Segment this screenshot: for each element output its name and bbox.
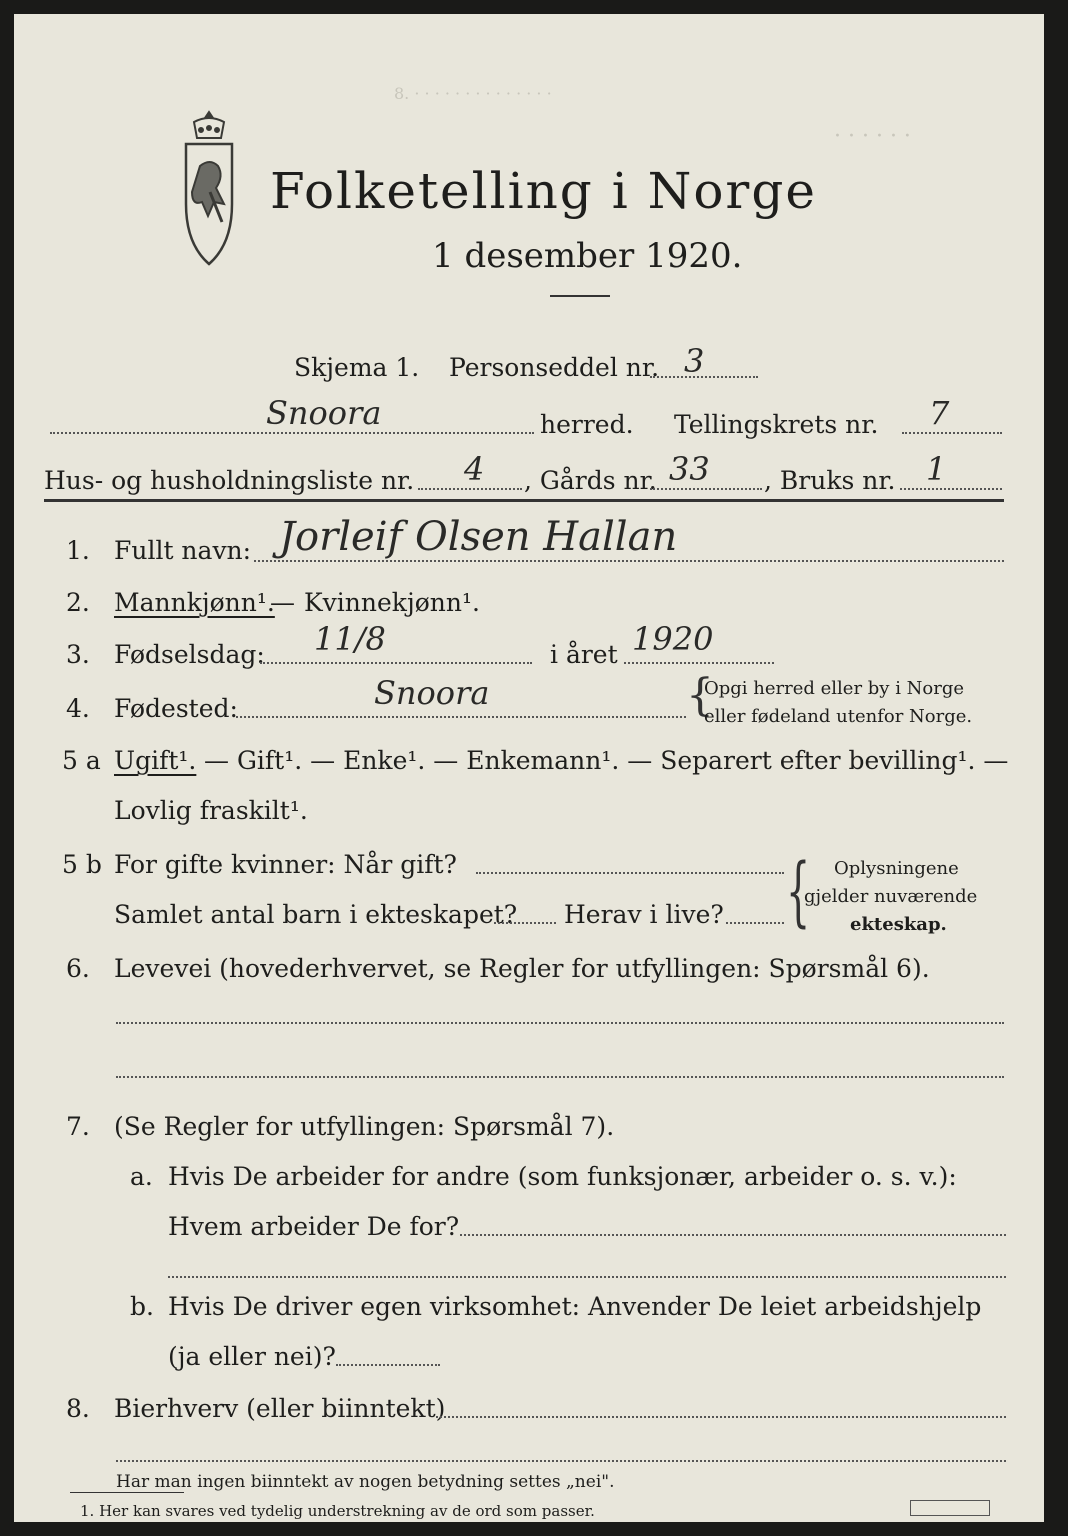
q7b-text: Hvis De driver egen virksomhet: Anvender De leiet arbeidshjelp xyxy=(168,1292,982,1321)
bruks-line xyxy=(900,488,1002,490)
gards-label: , Gårds nr. xyxy=(524,466,657,495)
full-name-line xyxy=(254,560,1004,562)
birthplace-note-1: Opgi herred eller by i Norge xyxy=(704,678,965,699)
q7a-text: Hvis De arbeider for andre (som funksjonær, arbeider o. s. v.): xyxy=(168,1162,957,1191)
children-total-label: Samlet antal barn i ekteskapet? xyxy=(114,900,518,929)
hus-line xyxy=(418,488,522,490)
footer-note: Har man ingen biinntekt av nogen betydning settes „nei". xyxy=(116,1472,615,1492)
children-alive-label: Herav i live? xyxy=(564,900,724,929)
bleed-through-text: 8. · · · · · · · · · · · · · · xyxy=(394,84,552,103)
unmarried-option[interactable]: Ugift¹. xyxy=(114,746,197,775)
employer-line xyxy=(460,1234,1006,1236)
male-option[interactable]: Mannkjønn¹. xyxy=(114,588,275,617)
birthdate-line xyxy=(260,662,532,664)
gards-value[interactable]: 33 xyxy=(669,450,710,488)
hus-value[interactable]: 4 xyxy=(464,450,485,488)
marriage-note-2: gjelder nuværende xyxy=(804,886,978,907)
tellingskrets-line xyxy=(902,432,1002,434)
female-option[interactable]: Kvinnekjønn¹. xyxy=(304,588,480,617)
personseddel-label: Personseddel nr. xyxy=(449,353,660,382)
printer-mark xyxy=(910,1500,990,1516)
section-divider xyxy=(44,499,1004,502)
hired-help-line xyxy=(336,1364,440,1366)
census-form-page xyxy=(14,14,1044,1522)
side-income-line-2 xyxy=(116,1460,1006,1462)
q2-separator: — xyxy=(270,588,295,617)
form-title: Folketelling i Norge xyxy=(270,162,817,220)
title-divider xyxy=(550,295,610,297)
birthyear-label: i året xyxy=(550,640,618,669)
q3-number: 3. xyxy=(66,640,90,669)
married-when-label: For gifte kvinner: Når gift? xyxy=(114,850,457,879)
birthplace-value[interactable]: Snoora xyxy=(374,674,490,712)
side-income-line xyxy=(436,1416,1006,1418)
q6-number: 6. xyxy=(66,954,90,983)
q7-label: (Se Regler for utfyllingen: Spørsmål 7). xyxy=(114,1112,615,1141)
hus-label: Hus- og husholdningsliste nr. xyxy=(44,466,415,495)
occupation-label: Levevei (hovederhvervet, se Regler for utfyllingen: Spørsmål 6). xyxy=(114,954,930,983)
birthyear-line xyxy=(624,662,774,664)
q8-number: 8. xyxy=(66,1394,90,1423)
occupation-line-1 xyxy=(116,1022,1004,1024)
birthdate-value[interactable]: 11/8 xyxy=(314,620,386,658)
occupation-line-2 xyxy=(116,1076,1004,1078)
tellingskrets-value[interactable]: 7 xyxy=(929,394,950,432)
children-alive-line xyxy=(726,922,784,924)
marriage-brace: { xyxy=(786,846,811,935)
bleed-through-text: · · · · · · xyxy=(834,124,911,149)
birthplace-note-2: eller fødeland utenfor Norge. xyxy=(704,706,973,727)
employer-line-2 xyxy=(168,1276,1006,1278)
side-income-label: Bierhverv (eller biinntekt) xyxy=(114,1394,446,1423)
married-when-line xyxy=(476,872,784,874)
hired-help-label: (ja eller nei)? xyxy=(168,1342,336,1371)
divorced-option[interactable]: Lovlig fraskilt¹. xyxy=(114,796,308,825)
birthyear-value[interactable]: 1920 xyxy=(632,620,714,658)
q7-number: 7. xyxy=(66,1112,90,1141)
tellingskrets-label: Tellingskrets nr. xyxy=(674,410,879,439)
birthplace-line xyxy=(236,716,686,718)
q4-number: 4. xyxy=(66,694,90,723)
municipality-line xyxy=(50,432,534,434)
employer-label: Hvem arbeider De for? xyxy=(168,1212,460,1241)
marriage-note-3: ekteskap. xyxy=(850,914,947,935)
q5b-number: 5 b xyxy=(62,850,102,879)
coat-of-arms-icon xyxy=(164,104,254,284)
bruks-value[interactable]: 1 xyxy=(926,450,947,488)
bruks-label: , Bruks nr. xyxy=(764,466,896,495)
municipality-value[interactable]: Snoora xyxy=(266,394,382,432)
birthplace-label: Fødested: xyxy=(114,694,238,723)
q5a-number: 5 a xyxy=(62,746,101,775)
full-name-value[interactable]: Jorleif Olsen Hallan xyxy=(279,514,678,560)
birthplace-brace: { xyxy=(686,670,714,721)
birthdate-label: Fødselsdag: xyxy=(114,640,265,669)
footnote: 1. Her kan svares ved tydelig understrekning av de ord som passer. xyxy=(80,1502,595,1520)
q1-label: Fullt navn: xyxy=(114,536,252,565)
gards-line xyxy=(650,488,762,490)
q7b-letter: b. xyxy=(130,1292,154,1321)
q2-number: 2. xyxy=(66,588,90,617)
children-total-line xyxy=(494,922,556,924)
q1-number: 1. xyxy=(66,536,90,565)
footnote-divider xyxy=(70,1492,184,1493)
herred-label: herred. xyxy=(540,410,634,439)
q7a-letter: a. xyxy=(130,1162,153,1191)
personseddel-value[interactable]: 3 xyxy=(684,342,705,380)
marital-options[interactable]: — Gift¹. — Enke¹. — Enkemann¹. — Separert efter bevilling¹. — xyxy=(204,746,1009,775)
marriage-note-1: Oplysningene xyxy=(834,858,959,879)
skjema-label: Skjema 1. xyxy=(294,353,420,382)
form-subtitle: 1 desember 1920. xyxy=(432,236,743,276)
